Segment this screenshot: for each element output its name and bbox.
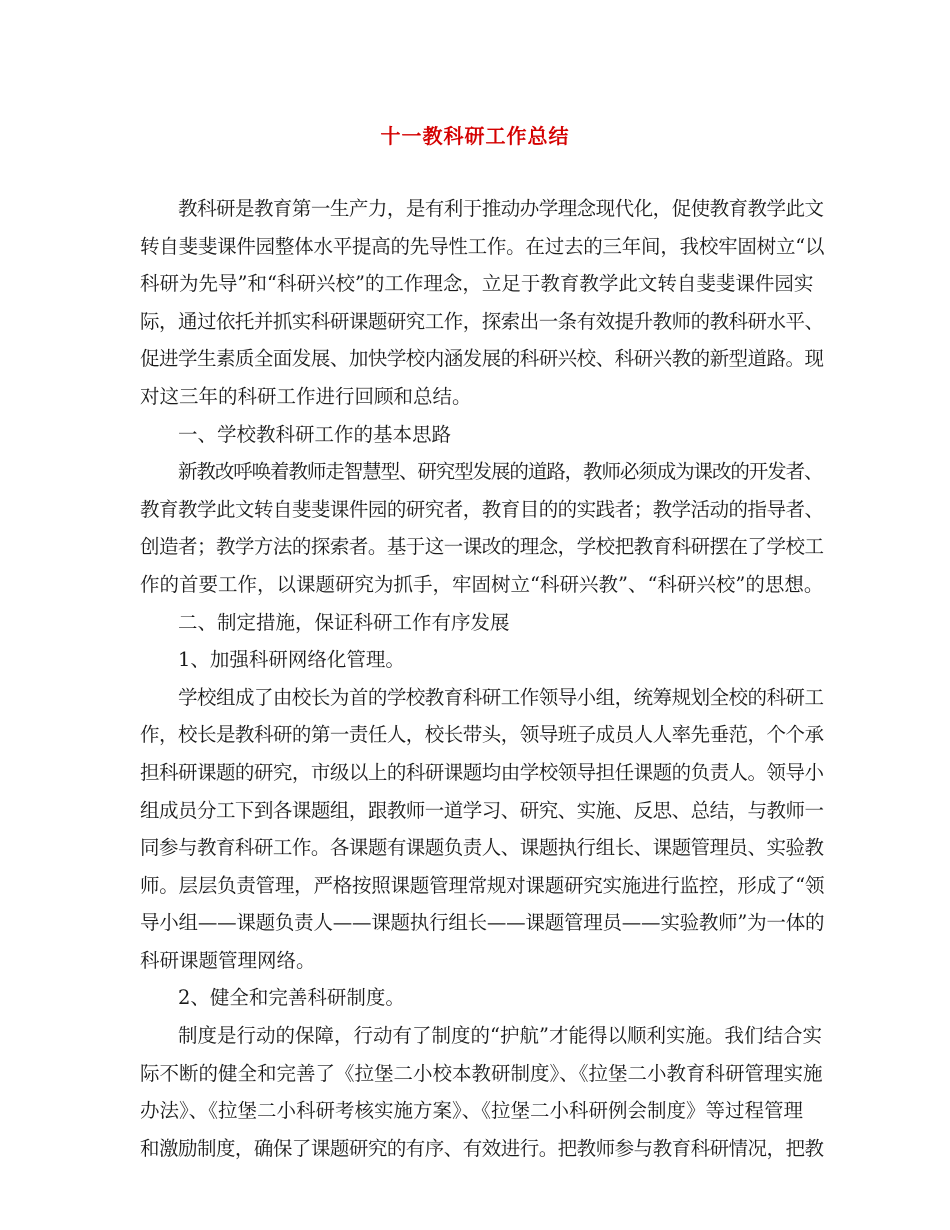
body-line: 二、制定措施，保证科研工作有序发展 bbox=[178, 610, 510, 634]
body-line: 同参与教育科研工作。各课题有课题负责人、课题执行组长、课题管理员、实验教 bbox=[140, 836, 824, 860]
body-line: 促进学生素质全面发展、加快学校内涵发展的科研兴校、科研兴教的新型道路。现 bbox=[140, 347, 824, 371]
body-line: 组成员分工下到各课题组，跟教师一道学习、研究、实施、反思、总结，与教师一 bbox=[140, 798, 824, 822]
body-line: 制度是行动的保障，行动有了制度的“护航”才能得以顺利实施。我们结合实 bbox=[178, 1024, 822, 1048]
body-line: 办法》、《拉堡二小科研考核实施方案》、《拉堡二小科研例会制度》等过程管理 bbox=[140, 1099, 804, 1123]
body-line: 新教改呼唤着教师走智慧型、研究型发展的道路，教师必须成为课改的开发者、 bbox=[178, 460, 823, 484]
body-line: 科研课题管理网络。 bbox=[140, 948, 316, 972]
body-line: 转自斐斐课件园整体水平提高的先导性工作。在过去的三年间，我校牢固树立“以 bbox=[140, 234, 825, 258]
document-body bbox=[140, 190, 824, 1167]
body-line: 科研为先导”和“科研兴校”的工作理念，立足于教育教学此文转自斐斐课件园实 bbox=[140, 272, 814, 296]
body-line: 际不断的健全和完善了《拉堡二小校本教研制度》、《拉堡二小教育科研管理实施 bbox=[140, 1061, 823, 1085]
body-line: 2、健全和完善科研制度。 bbox=[178, 986, 405, 1010]
body-line: 导小组——课题负责人——课题执行组长——课题管理员——实验教师”为一体的 bbox=[140, 911, 825, 935]
document-title: 十一教科研工作总结 bbox=[380, 124, 570, 148]
body-line: 学校组成了由校长为首的学校教育科研工作领导小组，统筹规划全校的科研工 bbox=[178, 685, 824, 709]
body-line: 师。层层负责管理，严格按照课题管理常规对课题研究实施进行监控，形成了“领 bbox=[140, 873, 825, 897]
body-line: 教育教学此文转自斐斐课件园的研究者，教育目的的实践者；教学活动的指导者、 bbox=[140, 497, 824, 521]
body-line: 教科研是教育第一生产力，是有利于推动办学理念现代化，促使教育教学此文 bbox=[178, 197, 824, 220]
body-line: 际，通过依托并抓实科研课题研究工作，探索出一条有效提升教师的教科研水平、 bbox=[140, 309, 824, 333]
body-line: 对这三年的科研工作进行回顾和总结。 bbox=[140, 384, 472, 408]
body-line: 担科研课题的研究，市级以上的科研课题均由学校领导担任课题的负责人。领导小 bbox=[140, 760, 824, 784]
body-line: 作的首要工作，以课题研究为抓手，牢固树立“科研兴教”、“科研兴校”的思想。 bbox=[140, 572, 824, 596]
body-line: 一、学校教科研工作的基本思路 bbox=[178, 422, 452, 446]
body-line: 创造者；教学方法的探索者。基于这一课改的理念，学校把教育科研摆在了学校工 bbox=[140, 535, 824, 559]
body-line: 作，校长是教科研的第一责任人，校长带头，领导班子成员人人率先垂范，个个承 bbox=[140, 723, 824, 747]
body-line: 1、加强科研网络化管理。 bbox=[178, 648, 405, 672]
body-line: 和激励制度，确保了课题研究的有序、有效进行。把教师参与教育科研情况，把教 bbox=[140, 1136, 824, 1160]
